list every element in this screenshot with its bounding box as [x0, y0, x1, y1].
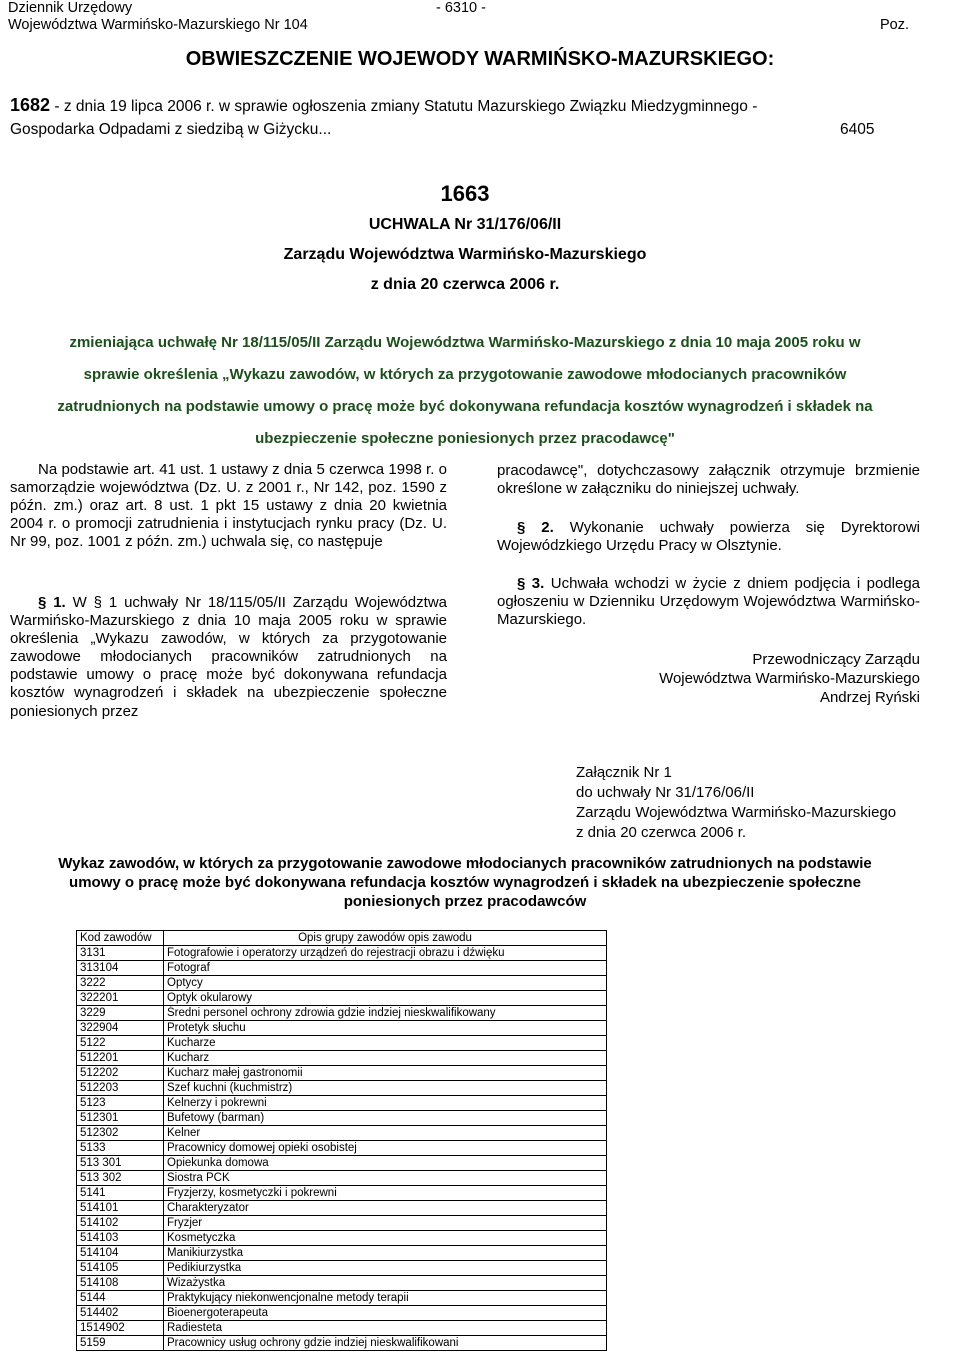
occupation-description-cell: Charakteryzator — [164, 1201, 607, 1216]
occupation-description-cell: Kosmetyczka — [164, 1231, 607, 1246]
occupation-code-cell: 512203 — [77, 1081, 164, 1096]
table-row — [77, 1141, 607, 1156]
table-row — [77, 1261, 607, 1276]
announcement-title: OBWIESZCZENIE WOJEWODY WARMIŃSKO-MAZURSKIEGO: — [185, 48, 775, 70]
table-row — [77, 1156, 607, 1171]
occupation-description-cell: Manikiurzystka — [164, 1246, 607, 1261]
paragraph-3 — [497, 575, 920, 629]
occupation-description-cell: Kelner — [164, 1126, 607, 1141]
occupation-code-cell: 5144 — [77, 1291, 164, 1306]
subject-line2: sprawie określenia „Wykazu zawodów, w których za przygotowanie zawodowe młodocianych pracowników — [83, 366, 847, 383]
occupation-code-cell: 3222 — [77, 976, 164, 991]
occupation-code-cell: 5141 — [77, 1186, 164, 1201]
signature-office: Województwa Warmińsko-Mazurskiego — [659, 670, 920, 687]
occupation-code-cell: 514104 — [77, 1246, 164, 1261]
entry-text-line2: Gospodarka Odpadami z siedzibą w Giżycku... — [10, 121, 332, 138]
table-row — [77, 961, 607, 976]
occupation-code-cell: 514108 — [77, 1276, 164, 1291]
occupation-description-cell: Radiesteta — [164, 1321, 607, 1336]
occupation-code-cell: 514103 — [77, 1231, 164, 1246]
table-row — [77, 1246, 607, 1261]
column-header-code: Kod zawodów — [77, 931, 164, 946]
table-header-row — [77, 931, 607, 946]
occupation-code-cell: 514101 — [77, 1201, 164, 1216]
table-row — [77, 1276, 607, 1291]
occupation-code-cell: 5122 — [77, 1036, 164, 1051]
paragraph-2-label: § 2. — [517, 519, 554, 536]
occupation-description-cell: Fotograf — [164, 961, 607, 976]
occupation-table — [76, 930, 607, 1351]
occupation-code-cell: 513 302 — [77, 1171, 164, 1186]
entry-text-line1: - z dnia 19 lipca 2006 r. w sprawie ogłoszenia zmiany Statutu Mazurskiego Związku Miedzygminnego - — [54, 98, 758, 115]
occupation-code-cell: 5133 — [77, 1141, 164, 1156]
occupation-description-cell: Pedikiurzystka — [164, 1261, 607, 1276]
table-row — [77, 1126, 607, 1141]
table-row — [77, 1321, 607, 1336]
occupation-code-cell: 514402 — [77, 1306, 164, 1321]
paragraph-2 — [497, 519, 920, 555]
journal-line1: Dziennik Urzędowy — [8, 0, 133, 16]
table-row — [77, 1066, 607, 1081]
occupation-description-cell: Optycy — [164, 976, 607, 991]
column-header-description: Opis grupy zawodów opis zawodu — [164, 931, 607, 946]
table-row — [77, 991, 607, 1006]
subject-line1: zmieniająca uchwałę Nr 18/115/05/II Zarządu Województwa Warmińsko-Mazurskiego z dnia 10 maja 2005 roku w — [69, 334, 861, 351]
subject-line3: zatrudnionych na podstawie umowy o pracę może być dokonywana refundacja kosztów wynagrodzeń i składek na — [57, 398, 873, 415]
occupation-description-cell: Szef kuchni (kuchmistrz) — [164, 1081, 607, 1096]
occupation-code-cell: 514102 — [77, 1216, 164, 1231]
table-row — [77, 1336, 607, 1351]
occupation-description-cell: Fryzjerzy, kosmetyczki i pokrewni — [164, 1186, 607, 1201]
table-row — [77, 1216, 607, 1231]
table-row — [77, 1171, 607, 1186]
occupation-code-cell: 322201 — [77, 991, 164, 1006]
occupation-description-cell: Praktykujący niekonwencjonalne metody terapii — [164, 1291, 607, 1306]
list-title-line3: poniesionych przez pracodawców — [343, 893, 587, 910]
list-title — [0, 854, 930, 911]
table-row — [77, 1021, 607, 1036]
occupation-code-cell: 512301 — [77, 1111, 164, 1126]
journal-line2: Województwa Warmińsko-Mazurskiego Nr 104 — [8, 17, 308, 33]
table-row — [77, 1186, 607, 1201]
signature-block — [497, 650, 920, 707]
entry-number: 1682 — [10, 95, 51, 115]
occupation-code-cell: 1514902 — [77, 1321, 164, 1336]
page-number: - 6310 - — [436, 0, 486, 16]
occupation-code-cell: 313104 — [77, 961, 164, 976]
table-row — [77, 1231, 607, 1246]
subject-line4: ubezpieczenie społeczne poniesionych przez pracodawcę" — [255, 430, 675, 447]
entry-page: 6405 — [840, 121, 875, 138]
occupation-code-cell: 512201 — [77, 1051, 164, 1066]
resolution-date: z dnia 20 czerwca 2006 r. — [370, 276, 560, 293]
occupation-code-cell: 322904 — [77, 1021, 164, 1036]
table-row — [77, 1051, 607, 1066]
resolution-number: 1663 — [440, 181, 490, 206]
resolution-title: UCHWALA Nr 31/176/06/II — [368, 216, 562, 233]
occupation-description-cell: Siostra PCK — [164, 1171, 607, 1186]
resolution-issuer: Zarządu Województwa Warmińsko-Mazurskiego — [283, 246, 647, 263]
continuation-text: pracodawcę", dotychczasowy załącznik otrzymuje brzmienie określone w załączniku do niniejszej uchwały. — [497, 462, 920, 498]
table-row — [77, 1006, 607, 1021]
table-row — [77, 1306, 607, 1321]
attachment-line4: z dnia 20 czerwca 2006 r. — [576, 824, 747, 841]
table-row — [77, 1201, 607, 1216]
resolution-subject — [0, 327, 930, 455]
table-row — [77, 976, 607, 991]
table-body — [77, 946, 607, 1351]
occupation-description-cell: Optyk okularowy — [164, 991, 607, 1006]
basis-paragraph: Na podstawie art. 41 ust. 1 ustawy z dnia 5 czerwca 1998 r. o samorządzie województwa (Dz. U. z 2001 r., Nr 142, poz. 1590 z późn. zm.) oraz art. 8 ust. 1 pkt 15 ustawy z dnia 20 kwietnia 2004 r. o promocji zatrudnienia i instytucjach rynku pracy (Dz. U. Nr 99, poz. 1001 z późn. zm.) uchwala się, co następuje — [10, 461, 447, 551]
paragraph-3-label: § 3. — [517, 575, 545, 592]
occupation-description-cell: Fotografowie i operatorzy urządzeń do rejestracji obrazu i dźwięku — [164, 946, 607, 961]
list-title-line2: umowy o pracę może być dokonywana refundacja kosztów wynagrodzeń i składek na ubezpieczenie społeczne — [69, 874, 861, 891]
paragraph-2-text: Wykonanie uchwały powierza się Dyrektorowi Wojewódzkiego Urzędu Pracy w Olsztynie. — [497, 519, 920, 555]
attachment-heading — [576, 763, 896, 843]
occupation-code-cell: 5159 — [77, 1336, 164, 1351]
occupation-code-cell: 3229 — [77, 1006, 164, 1021]
attachment-line2: do uchwały Nr 31/176/06/II — [576, 784, 755, 801]
position-label: Poz. — [880, 17, 910, 33]
paragraph-1-text: W § 1 uchwały Nr 18/115/05/II Zarządu Województwa Warmińsko-Mazurskiego z dnia 10 maja 2005 roku w sprawie określenia „Wykazu zawodów, w których za przygotowanie zawodowe młodocianych pracowników zatrudnionych na podstawie umowy o pracę może być dokonywana refundacja kosztów wynagrodzeń i składek na ubezpieczenie społeczne poniesionych przez — [10, 594, 447, 720]
occupation-description-cell: Fryzjer — [164, 1216, 607, 1231]
occupation-code-cell: 513 301 — [77, 1156, 164, 1171]
occupation-description-cell: Protetyk słuchu — [164, 1021, 607, 1036]
occupation-description-cell: Pracownicy usług ochrony gdzie indziej nieskwalifikowani — [164, 1336, 607, 1351]
table-row — [77, 1111, 607, 1126]
occupation-description-cell: Kucharz małej gastronomii — [164, 1066, 607, 1081]
signature-name: Andrzej Ryński — [819, 689, 920, 706]
occupation-description-cell: Opiekunka domowa — [164, 1156, 607, 1171]
attachment-line1: Załącznik Nr 1 — [576, 764, 672, 781]
occupation-description-cell: Kelnerzy i pokrewni — [164, 1096, 607, 1111]
occupation-code-cell: 3131 — [77, 946, 164, 961]
paragraph-1-label: § 1. — [38, 594, 66, 611]
table-row — [77, 1036, 607, 1051]
journal-name — [8, 0, 308, 34]
table-row — [77, 1096, 607, 1111]
occupation-description-cell: Pracownicy domowej opieki osobistej — [164, 1141, 607, 1156]
occupation-code-cell: 514105 — [77, 1261, 164, 1276]
table-row — [77, 1291, 607, 1306]
occupation-description-cell: Kucharz — [164, 1051, 607, 1066]
toc-entry — [10, 96, 955, 116]
signature-title: Przewodniczący Zarządu — [752, 651, 920, 668]
paragraph-1 — [10, 594, 447, 721]
table-row — [77, 1081, 607, 1096]
occupation-code-cell: 5123 — [77, 1096, 164, 1111]
occupation-description-cell: Bioenergoterapeuta — [164, 1306, 607, 1321]
occupation-description-cell: Kucharze — [164, 1036, 607, 1051]
table-row — [77, 946, 607, 961]
occupation-code-cell: 512302 — [77, 1126, 164, 1141]
list-title-line1: Wykaz zawodów, w których za przygotowanie zawodowe młodocianych pracowników zatrudnionych na podstawie — [58, 855, 872, 872]
occupation-description-cell: Średni personel ochrony zdrowia gdzie indziej nieskwalifikowany — [164, 1006, 607, 1021]
paragraph-3-text: Uchwała wchodzi w życie z dniem podjęcia i podlega ogłoszeniu w Dzienniku Urzędowym Województwa Warmińsko-Mazurskiego. — [497, 575, 921, 629]
attachment-line3: Zarządu Województwa Warmińsko-Mazurskiego — [576, 804, 897, 821]
occupation-code-cell: 512202 — [77, 1066, 164, 1081]
occupation-description-cell: Bufetowy (barman) — [164, 1111, 607, 1126]
occupation-description-cell: Wizażystka — [164, 1276, 607, 1291]
